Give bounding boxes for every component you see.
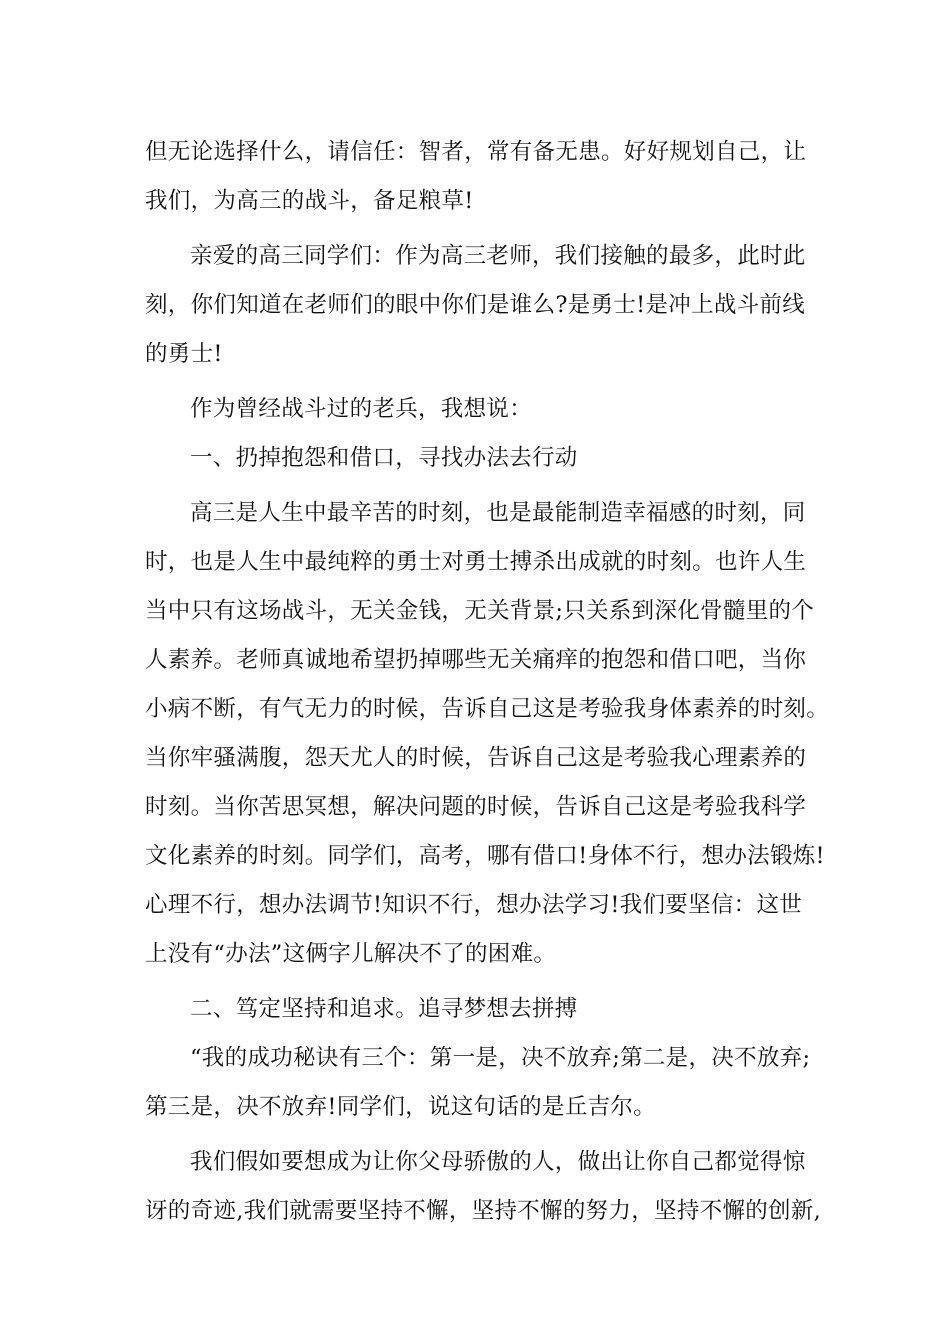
section-heading-1: 一、扔掉抱怨和借口，寻找办法去行动 [190,445,578,471]
text-line-12: 小病不断，有气无力的时候，告诉自己这是考验我身体素养的时刻。 [145,696,830,722]
text-line-10: 当中只有这场战斗，无关金钱，无关背景;只关系到深化骨髓里的个 [145,598,815,624]
text-line-19: “我的成功秘诀有三个：第一是，决不放弃;第二是，决不放弃; [190,1045,811,1071]
document-body [145,128,830,1236]
text-line-13: 当你牢骚满腹，怨天尤人的时候，告诉自己这是考验我心理素养的 [145,745,807,771]
text-line-4: 刻，你们知道在老师们的眼中你们是谁么?是勇士!是冲上战斗前线 [145,292,806,318]
text-line-20: 第三是，决不放弃!同学们，说这句话的是丘吉尔。 [145,1094,656,1120]
text-line-11: 人素养。老师真诚地希望扔掉哪些无关痛痒的抱怨和借口吧，当你 [145,647,807,673]
text-line-17: 上没有“办法”这俩字儿解决不了的困难。 [145,941,557,967]
text-line-3: 亲爱的高三同学们：作为高三老师，我们接触的最多，此时此 [190,243,806,269]
text-line-14: 时刻。当你苦思冥想，解决问题的时候，告诉自己这是考验我科学 [145,794,807,820]
text-line-5: 的勇士! [145,341,223,367]
section-heading-2: 二、笃定坚持和追求。追寻梦想去拼搏 [190,996,578,1022]
text-line-6: 作为曾经战斗过的老兵，我想说： [190,396,533,422]
text-line-15: 文化素养的时刻。同学们，高考，哪有借口!身体不行，想办法锻炼! [145,843,825,869]
text-line-16: 心理不行，想办法调节!知识不行，想办法学习!我们要坚信：这世 [145,892,803,918]
text-line-21: 我们假如要想成为让你父母骄傲的人，做出让你自己都觉得惊 [190,1149,806,1175]
text-line-22: 讶的奇迹,我们就需要坚持不懈，坚持不懈的努力，坚持不懈的创新, [145,1198,822,1224]
text-line-1: 但无论选择什么，请信任：智者，常有备无患。好好规划自己，让 [145,139,807,165]
text-line-8: 高三是人生中最辛苦的时刻，也是最能制造幸福感的时刻，同 [190,500,806,526]
text-line-9: 时，也是人生中最纯粹的勇士对勇士搏杀出成就的时刻。也许人生 [145,549,807,575]
text-line-2: 我们，为高三的战斗，备足粮草! [145,188,474,214]
